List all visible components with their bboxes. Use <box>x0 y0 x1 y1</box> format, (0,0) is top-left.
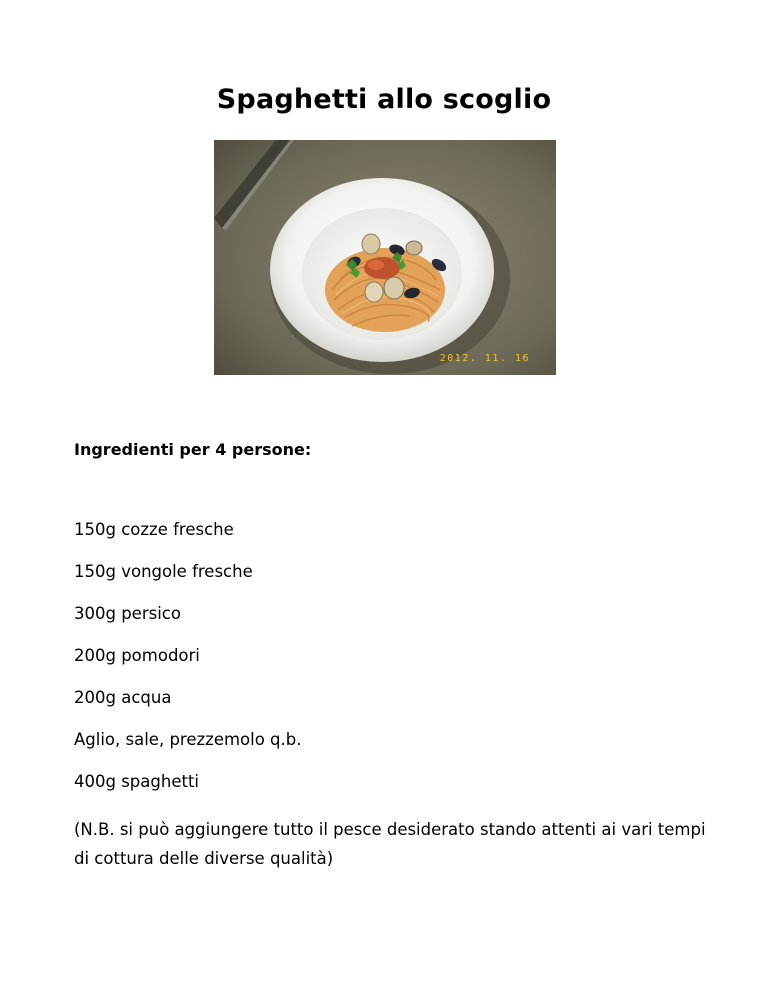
ingredient-item: 300g persico <box>74 604 181 623</box>
ingredient-item: Aglio, sale, prezzemolo q.b. <box>74 730 302 749</box>
ingredients-list <box>74 519 714 813</box>
dish-photo <box>214 140 556 375</box>
ingredient-item: 400g spaghetti <box>74 772 199 791</box>
ingredient-item: 150g cozze fresche <box>74 520 234 539</box>
recipe-note: (N.B. si può aggiungere tutto il pesce desiderato stando attenti ai vari tempi di cottura delle diverse qualità) <box>74 820 706 868</box>
photo-date-stamp: 2012. 11. 16 <box>439 353 530 364</box>
ingredient-item: 150g vongole fresche <box>74 562 253 581</box>
ingredient-item: 200g acqua <box>74 688 172 707</box>
ingredient-item: 200g pomodori <box>74 646 200 665</box>
ingredients-heading: Ingredienti per 4 persone: <box>74 440 312 459</box>
dish-photo-illustration <box>214 140 556 375</box>
page-title: Spaghetti allo scoglio <box>216 84 552 115</box>
